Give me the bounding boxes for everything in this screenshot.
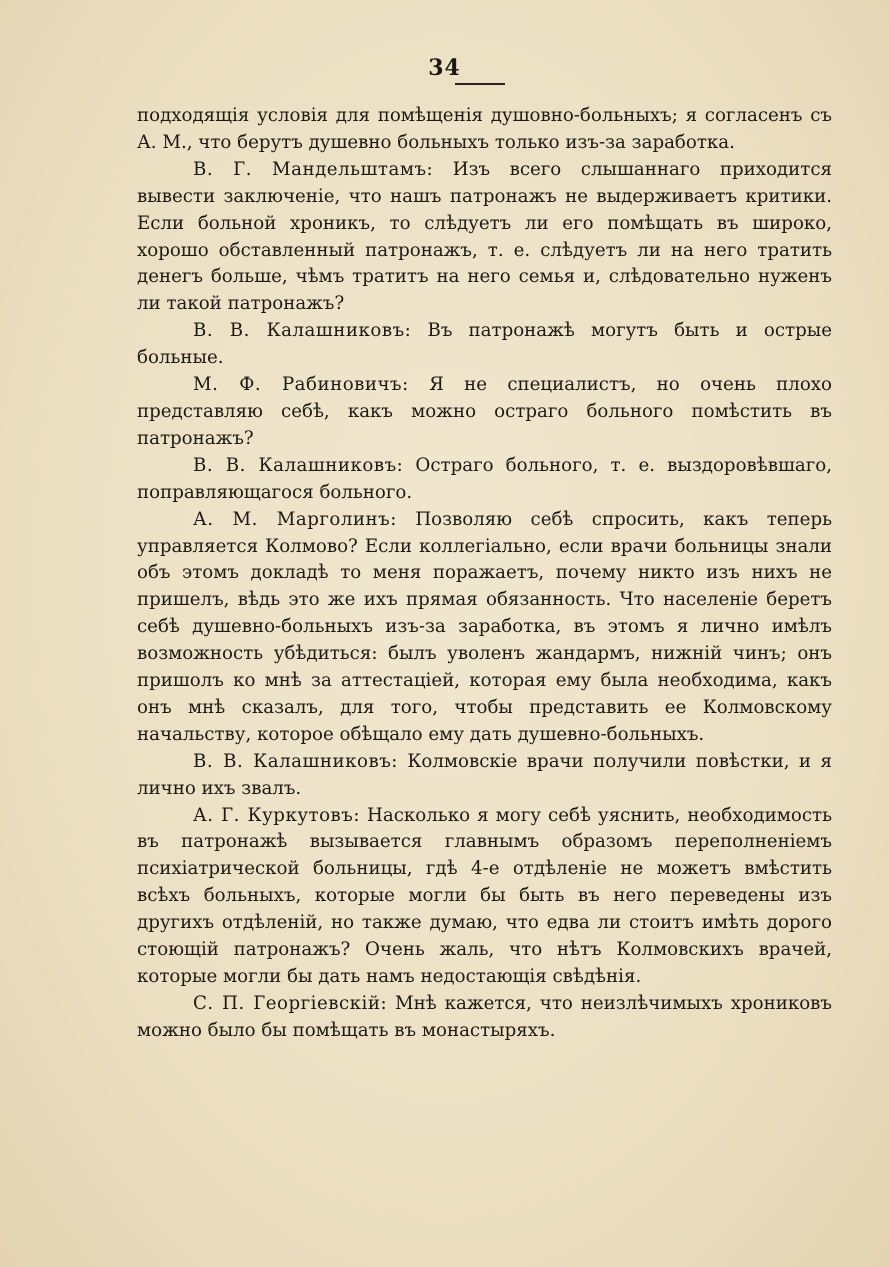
speaker-name: М. Ф. Рабиновичъ: [193, 374, 409, 396]
speaker-name: С. П. Георгіевскій: [193, 992, 388, 1014]
page-number-rule [455, 83, 505, 85]
paragraph-georgievsky [137, 991, 832, 1045]
paragraph-mandelshtam [137, 157, 832, 318]
paragraph-kalashnikov-1 [137, 318, 832, 372]
paragraph-text: Изъ всего слышаннаго приходится вывести заключеніе, что нашъ патронажъ не выдерживаетъ критики. Если больной хроникъ, то слѣдуетъ ли его помѣщать въ широко, хорошо обставленный патронажъ, т. е. слѣдуетъ ли на него тратить денегъ больше, чѣмъ тратитъ на него семья и, слѣдовательно нуженъ ли такой патронажъ? [137, 158, 832, 315]
speaker-name: В. В. Калашниковъ: [193, 750, 398, 772]
speaker-name: А. Г. Куркутовъ: [193, 804, 360, 826]
paragraph-text: Колмовскіе врачи получили повѣстки, и я лично ихъ звалъ. [137, 750, 832, 799]
speaker-name: А. М. Марголинъ: [193, 508, 397, 530]
paragraph-text: Въ патронажѣ могутъ быть и острые больные. [137, 320, 832, 369]
paragraph-text: Насколько я могу себѣ уяснить, необходимость въ патронажѣ вызывается главнымъ образомъ переполненіемъ психіатрической больницы, гдѣ 4-е отдѣленіе не можетъ вмѣстить всѣхъ больныхъ, которые могли бы быть въ него переведены изъ другихъ отдѣленій, но также думаю, что едва ли стоитъ имѣть дорого стоющій патронажъ? Очень жаль, что нѣтъ Колмовскихъ врачей, которые могли бы дать намъ недостающія свѣдѣнія. [137, 804, 832, 987]
paragraph-text: Остраго больного, т. е. выздоровѣвшаго, поправляющагося больного. [137, 454, 832, 503]
paragraph-kalashnikov-3 [137, 749, 832, 803]
speaker-name: В. Г. Мандельштамъ: [193, 158, 434, 180]
page-body [137, 103, 832, 1045]
paragraph-kurkutov [137, 803, 832, 991]
paragraph-text: Позволяю себѣ спросить, какъ теперь управляется Колмово? Если коллегіально, если врачи больницы знали объ этомъ докладѣ то меня поражаетъ, почему никто изъ нихъ не пришелъ, вѣдь это же ихъ прямая обязанность. Что населеніе беретъ себѣ душевно-больныхъ изъ-за заработка, въ этомъ я лично имѣлъ возможность убѣдиться: былъ уволенъ жандармъ, нижній чинъ; онъ пришолъ ко мнѣ за аттестаціей, которая ему была необходима, какъ онъ мнѣ сказалъ, для того, чтобы представить ее Колмовскому начальству, которое обѣщало ему дать душевно-больныхъ. [137, 508, 832, 745]
paragraph-continuation [137, 103, 832, 157]
paragraph-rabinovich [137, 372, 832, 453]
paragraph-text: подходящія условія для помѣщенія душовно-больныхъ; я согласенъ съ А. М., что берутъ душевно больныхъ только изъ-за заработка. [137, 105, 832, 153]
paragraph-text: Я не специалистъ, но очень плохо представляю себѣ, какъ можно остраго больного помѣстить въ патронажъ? [137, 374, 833, 449]
speaker-name: В. В. Калашниковъ: [193, 320, 412, 342]
paragraph-text: Мнѣ кажется, что неизлѣчимыхъ хрониковъ можно было бы помѣщать въ монастыряхъ. [137, 992, 832, 1041]
paragraph-margolin [137, 507, 832, 749]
page-number: 34 [428, 55, 461, 81]
speaker-name: В. В. Калашниковъ: [193, 454, 404, 476]
paragraph-kalashnikov-2 [137, 453, 832, 507]
